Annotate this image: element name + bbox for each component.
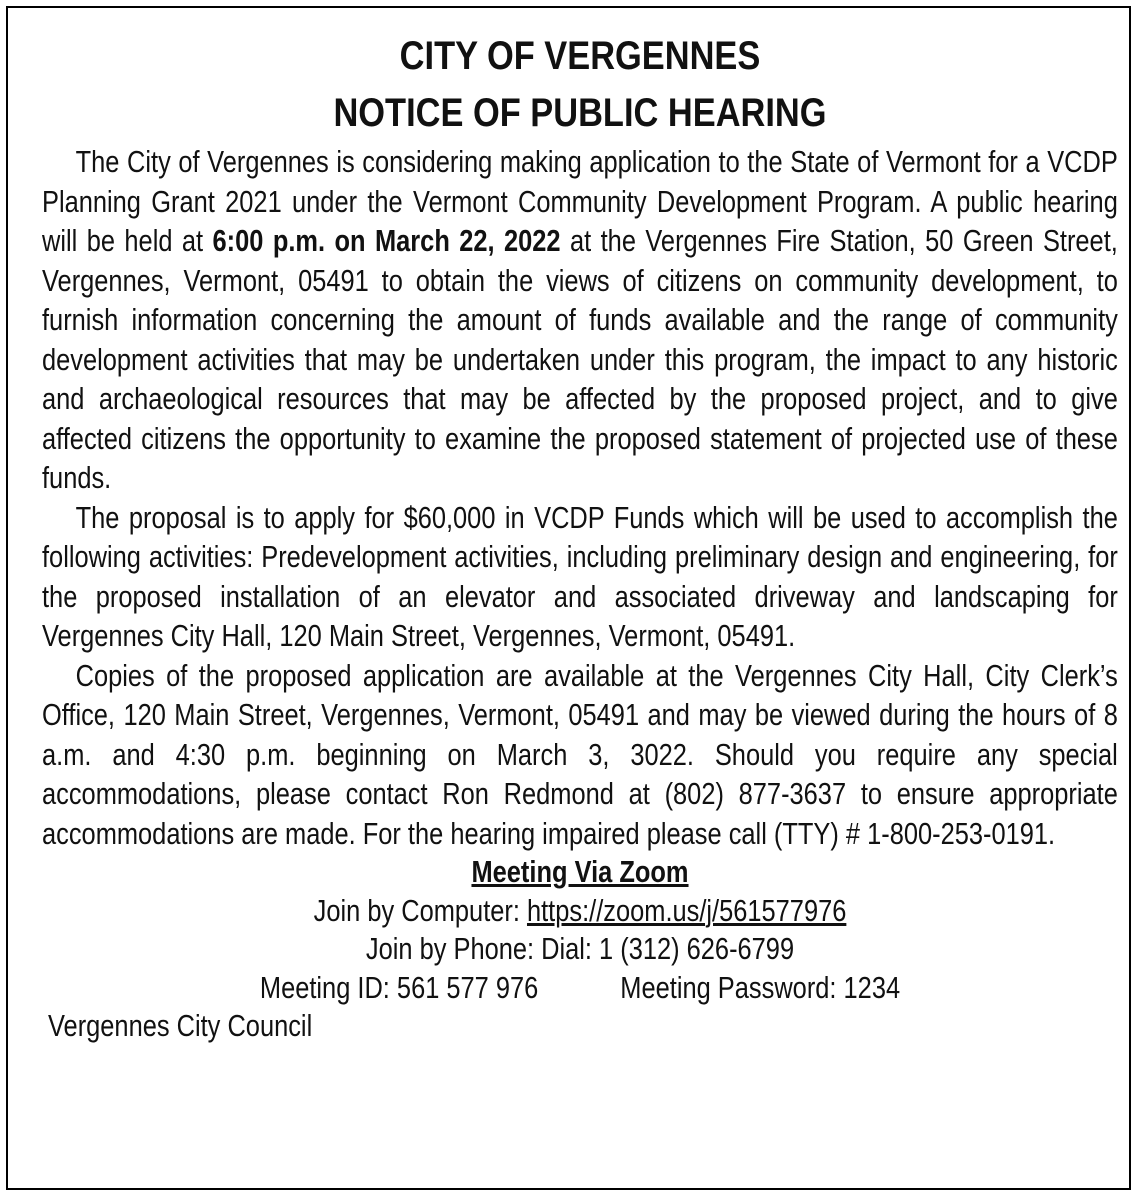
paragraph-application xyxy=(42,142,1118,498)
zoom-link[interactable]: https://zoom.us/j/561577976 xyxy=(526,892,847,928)
notice-body xyxy=(42,142,1118,853)
paragraph-application-intro: The City of Vergennes is considering making application to the State of Vermont for a VCDP Planning Grant 2021 under the Vermont Community Development Program. A public hearing will be held at xyxy=(42,144,1118,258)
zoom-meeting-id: Meeting ID: 561 577 976 xyxy=(259,969,539,1005)
zoom-meeting-details xyxy=(42,969,1118,1008)
zoom-computer-line xyxy=(42,892,1118,931)
paragraph-application-rest: at the Vergennes Fire Station, 50 Green Street, Vergennes, Vermont, 05491 to obtain the views of citizens on community development, to furnish information concerning the amount of funds available and the range of community development activities that may be undertaken under this program, the impact to any historic and archaeological resources that may be affected by the proposed project, and to give affected citizens the opportunity to examine the proposed statement of projected use of these funds. xyxy=(42,223,1118,495)
title-notice: NOTICE OF PUBLIC HEARING xyxy=(333,91,827,135)
zoom-meeting-password: Meeting Password: 1234 xyxy=(620,969,901,1005)
hearing-datetime: 6:00 p.m. on March 22, 2022 xyxy=(212,223,561,258)
title-city: CITY OF VERGENNES xyxy=(399,34,761,78)
zoom-section xyxy=(42,853,1118,1007)
zoom-heading: Meeting Via Zoom xyxy=(471,854,689,889)
notice-content xyxy=(42,28,1118,1046)
paragraph-proposal: The proposal is to apply for $60,000 in VCDP Funds which will be used to accomplish the following activities: Predevelopment activities, including preliminary design and engineering, for the proposed installation of an elevator and associated driveway and landscaping for Vergennes City Hall, 120 Main Street, Vergennes, Vermont, 05491. xyxy=(42,499,1118,653)
zoom-computer-label: Join by Computer: xyxy=(313,892,527,928)
notice-frame xyxy=(6,6,1131,1190)
paragraph-copies: Copies of the proposed application are available at the Vergennes City Hall, City Clerk’s Office, 120 Main Street, Vergennes, Vermont, 05491 and may be viewed during the hours of 8 a.m. and 4:30 p.m. beginning on March 3, 3022. Should you require any special accommodations, please contact Ron Redmond at (802) 877-3637 to ensure appropriate accommodations are made. For the hearing impaired please call (TTY) # 1-800-253-0191. xyxy=(42,657,1118,851)
zoom-phone-line: Join by Phone: Dial: 1 (312) 626-6799 xyxy=(365,931,795,966)
signature: Vergennes City Council xyxy=(48,1008,313,1043)
